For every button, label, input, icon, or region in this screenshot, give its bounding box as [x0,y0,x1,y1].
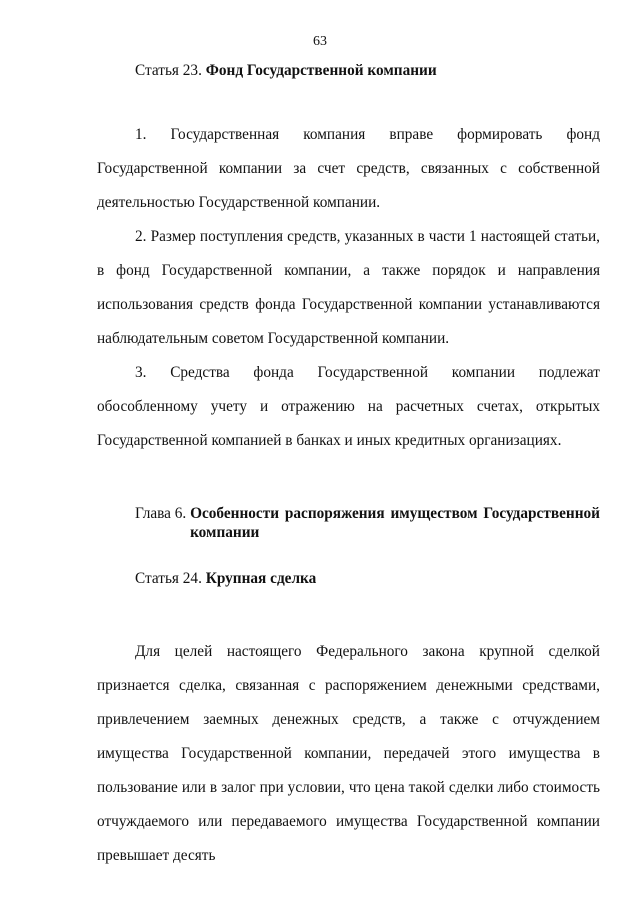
article-23-title: Фонд Государственной компании [205,62,437,79]
article-23-paragraph-3: 3. Средства фонда Государственной компании подлежат обособленному учету и отражению на расчетных счетах, открытых Государственной компанией в банках и иных кредитных организациях. [97,364,600,449]
article-24-paragraph-1: Для целей настоящего Федерального закона крупной сделкой признается сделка, связанная с распоряжением денежными средствами, привлечением заемных денежных средств, а также с отчуждением имущества Государственной компании, передачей этого имущества в пользование или в залог при условии, что цена такой сделки либо стоимость отчуждаемого или передаваемого имущества Государственной компании превышает десять [97,643,600,864]
chapter-6-title: Особенности распоряжения имуществом Государственной компании [190,505,600,541]
article-24-prefix: Статья 24. [135,570,206,587]
chapter-6-prefix: Глава 6. [135,505,191,522]
article-24-heading [135,569,600,588]
article-23-paragraph-2: 2. Размер поступления средств, указанных в части 1 настоящей статьи, в фонд Государственной компании, а также порядок и направления использования средств фонда Государственной компании устанавливаются наблюдательным советом Государственной компании. [97,228,600,347]
article-23-paragraph-1: 1. Государственная компания вправе формировать фонд Государственной компании за счет средств, связанных с собственной деятельностью Государственной компании. [97,126,600,211]
article-24-title: Крупная сделка [205,570,317,587]
chapter-6-heading [135,504,600,542]
page-number: 63 [313,34,327,49]
article-23-prefix: Статья 23. [135,62,206,79]
article-23-heading [135,61,600,80]
